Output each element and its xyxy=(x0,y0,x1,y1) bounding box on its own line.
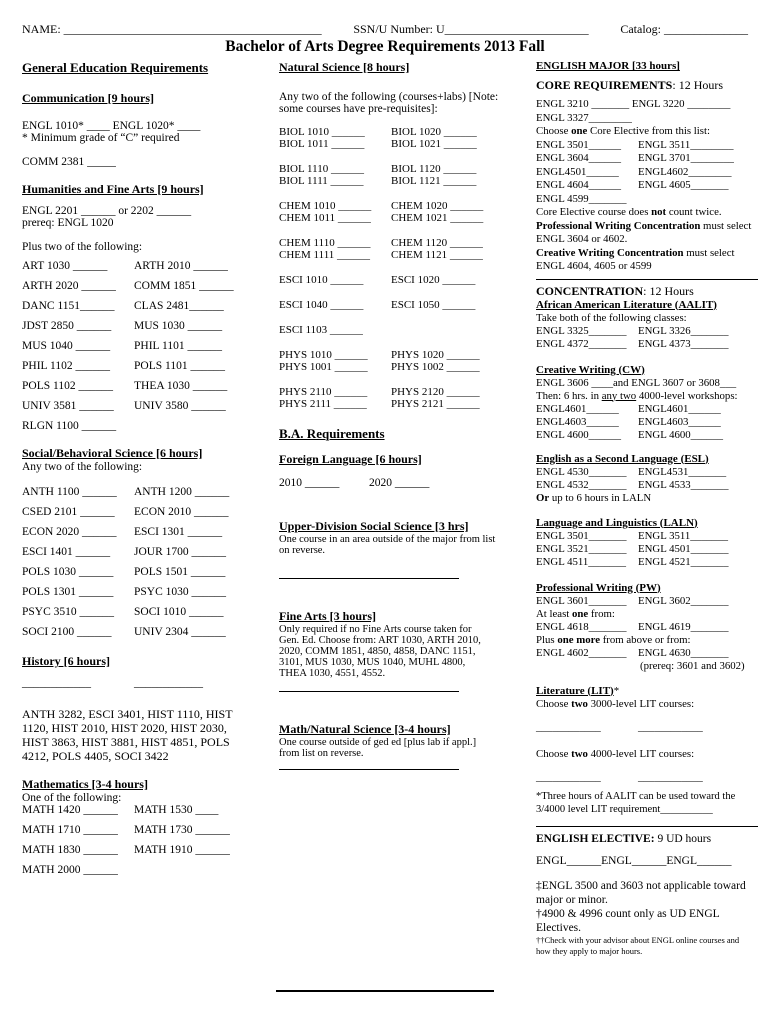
lit-blanks-4000[interactable]: ____________ ____________ xyxy=(536,770,703,783)
course-entry[interactable]: ANTH 1200 ______ xyxy=(134,486,230,498)
course-entry[interactable]: DANC 1151______ xyxy=(22,300,115,312)
course-entry[interactable]: BIOL 1010 ______ xyxy=(279,126,365,138)
course-entry[interactable]: UNIV 2304 ______ xyxy=(134,626,226,638)
cw-title: Creative Writing (CW) xyxy=(536,363,645,376)
english-major-title: ENGLISH MAJOR [33 hours] xyxy=(536,60,680,72)
science-group xyxy=(279,349,523,373)
upper-division-text: One course in an area outside of the major from list on reverse. xyxy=(279,534,496,556)
history-blanks xyxy=(22,677,268,689)
course-row xyxy=(22,864,268,876)
course-entry[interactable]: ENGL 4600______ xyxy=(536,428,622,441)
course-entry[interactable]: BIOL 1111 ______ xyxy=(279,175,364,187)
course-entry[interactable]: BIOL 1011 ______ xyxy=(279,138,365,150)
course-entry[interactable]: POLS 1030 ______ xyxy=(22,566,114,578)
course-entry[interactable]: PHYS 1002 ______ xyxy=(391,361,480,373)
elective-title: ENGLISH ELECTIVE: 9 UD hours xyxy=(536,826,758,845)
course-entry[interactable]: CHEM 1111 ______ xyxy=(279,249,371,261)
upper-division-blank[interactable] xyxy=(279,568,459,579)
course-row xyxy=(22,300,268,312)
course-row xyxy=(22,844,268,856)
course-entry[interactable]: PHYS 1010 ______ xyxy=(279,349,368,361)
course-entry[interactable]: SOCI 1010 ______ xyxy=(134,606,224,618)
name-field[interactable]: NAME: ___________________________________________ xyxy=(22,22,322,36)
fine-arts-blank[interactable] xyxy=(279,681,459,692)
course-entry[interactable]: BIOL 1121 ______ xyxy=(391,175,477,187)
course-entry[interactable]: MUS 1040 ______ xyxy=(22,340,111,352)
social-list xyxy=(22,486,268,638)
course-entry[interactable]: ARTH 2020 ______ xyxy=(22,280,116,292)
course-row xyxy=(22,340,268,352)
cw-line: ENGL 3606 ____and ENGL 3607 or 3608___ xyxy=(536,376,737,389)
course-row xyxy=(536,556,758,569)
course-row xyxy=(536,416,758,429)
course-entry[interactable]: ESCI 1040 ______ xyxy=(279,299,364,311)
course-entry[interactable]: CHEM 1110 ______ xyxy=(279,237,371,249)
social-title: Social/Behavioral Science [6 hours] xyxy=(22,446,203,460)
choose-one-text: Choose one Core Elective from this list: xyxy=(536,125,710,137)
course-entry[interactable]: UNIV 3581 ______ xyxy=(22,400,114,412)
elective-line[interactable]: ENGL______ENGL______ENGL______ xyxy=(536,854,732,867)
science-group xyxy=(279,126,523,150)
course-entry[interactable]: ENGL 3501_______ xyxy=(536,529,627,542)
course-row xyxy=(22,824,268,836)
catalog-field[interactable]: Catalog: ______________ xyxy=(620,22,748,36)
course-entry[interactable]: ENGL4601______ xyxy=(536,402,619,415)
math-science-text: One course outside of ged ed [plus lab if appl.] from list on reverse. xyxy=(279,737,477,759)
course-row xyxy=(536,530,758,543)
lit-choose-3000: Choose two 3000-level LIT courses: xyxy=(536,697,695,710)
laln-list xyxy=(536,530,758,569)
fl-2020[interactable]: 2020 ______ xyxy=(369,477,430,489)
course-entry[interactable]: ENGL4601______ xyxy=(638,402,721,415)
course-entry[interactable]: ENGL 3511________ xyxy=(638,138,734,151)
course-row xyxy=(536,338,758,351)
course-entry[interactable]: ECON 2010 ______ xyxy=(134,506,229,518)
history-blank[interactable]: ____________ xyxy=(22,677,91,689)
math-list xyxy=(22,804,268,876)
course-row xyxy=(22,260,268,272)
natural-science-title: Natural Science [8 hours] xyxy=(279,60,410,74)
comm-2381: COMM 2381 _____ xyxy=(22,156,116,168)
course-row xyxy=(279,237,523,249)
laln-title: Language and Linguistics (LALN) xyxy=(536,516,698,529)
course-entry[interactable]: ENGL 3701________ xyxy=(638,152,734,164)
course-entry[interactable]: PHYS 2121 ______ xyxy=(391,398,480,410)
pw-row: ENGL 4602_______ ENGL 4630_______ xyxy=(536,646,729,659)
science-group xyxy=(279,386,523,410)
natural-science-intro: Any two of the following (courses+labs) [Note: some courses have pre-requisites]: xyxy=(279,91,499,115)
course-entry[interactable]: ENGL 4372_______ xyxy=(536,337,627,350)
math-sub: One of the following: xyxy=(22,792,122,804)
lit-note: *Three hours of AALIT can be used toward the 3/4000 level LIT requirement__________ xyxy=(536,790,736,815)
course-row xyxy=(536,179,758,193)
course-entry[interactable]: CSED 2101 ______ xyxy=(22,506,115,518)
advisor-note: ††Check with your advisor about ENGL online courses and how they apply to major hours. xyxy=(536,934,740,956)
comm-note: * Minimum grade of “C” required xyxy=(22,132,180,144)
course-row xyxy=(279,138,523,150)
course-entry[interactable]: BIOL 1120 ______ xyxy=(391,163,477,175)
course-entry[interactable]: ENGL 3326_______ xyxy=(638,324,729,337)
course-row xyxy=(279,398,523,410)
course-entry[interactable]: PHYS 2120 ______ xyxy=(391,386,480,398)
fine-arts-title: Fine Arts [3 hours] xyxy=(279,609,376,623)
course-entry[interactable]: ENGL 3511_______ xyxy=(638,529,729,542)
course-entry[interactable]: JDST 2850 ______ xyxy=(22,320,112,332)
course-entry[interactable]: MATH 1710 ______ xyxy=(22,824,118,836)
humanities-list xyxy=(22,260,268,432)
course-entry[interactable]: JOUR 1700 ______ xyxy=(134,546,227,558)
course-entry[interactable]: ESCI 1301 ______ xyxy=(134,526,223,538)
math-science-blank[interactable] xyxy=(279,759,459,770)
upper-division-title: Upper-Division Social Science [3 hrs] xyxy=(279,519,469,533)
ud-elective-note: †4900 & 4996 count only as UD ENGL Electives. xyxy=(536,907,720,934)
ba-requirements-title: B.A. Requirements xyxy=(279,426,385,441)
course-entry[interactable]: MATH 1530 ____ xyxy=(134,804,219,816)
course-entry[interactable]: ENGL 4605_______ xyxy=(638,179,729,191)
course-entry[interactable]: ENGL4501______ xyxy=(536,165,619,178)
foreign-language-title: Foreign Language [6 hours] xyxy=(279,452,422,466)
page-title: Bachelor of Arts Degree Requirements 2013 Fall xyxy=(225,38,545,55)
natural-science-list xyxy=(279,126,523,410)
course-row xyxy=(279,361,523,373)
course-row xyxy=(22,360,268,372)
course-entry[interactable]: ENGL 4600______ xyxy=(638,428,724,441)
course-row xyxy=(22,566,268,578)
course-entry[interactable]: MATH 1730 ______ xyxy=(134,824,230,836)
science-group xyxy=(279,299,523,311)
course-row xyxy=(536,193,758,207)
course-entry[interactable]: POLS 1101 ______ xyxy=(134,360,225,372)
course-entry[interactable]: POLS 1301 ______ xyxy=(22,586,114,598)
course-row xyxy=(536,139,758,153)
course-row xyxy=(279,163,523,175)
english-major-column xyxy=(536,60,758,957)
course-entry[interactable]: MUS 1030 ______ xyxy=(134,320,223,332)
course-entry[interactable]: ENGL4603______ xyxy=(638,415,721,428)
course-row xyxy=(536,429,758,442)
course-entry[interactable]: ESCI 1050 ______ xyxy=(391,299,476,311)
course-row xyxy=(536,466,758,479)
course-entry[interactable]: ESCI 1103 ______ xyxy=(279,324,363,336)
course-entry[interactable]: BIOL 1020 ______ xyxy=(391,126,477,138)
course-entry[interactable]: POLS 1501 ______ xyxy=(134,566,226,578)
course-row xyxy=(279,274,523,286)
bottom-line xyxy=(276,990,494,992)
ssn-field[interactable]: SSN/U Number: U________________________ xyxy=(353,22,589,36)
course-row xyxy=(22,400,268,412)
course-row xyxy=(279,249,523,261)
course-row xyxy=(22,486,268,498)
core-line: ENGL 3210 _______ ENGL 3220 ________ xyxy=(536,98,731,110)
course-entry[interactable]: ENGL4602________ xyxy=(638,165,732,178)
course-row xyxy=(279,386,523,398)
history-list: ANTH 3282, ESCI 3401, HIST 1110, HIST 1120, HIST 2010, HIST 2020, HIST 2030, HIST 3863, HIST 3881, HIST 4851, POLS 4212, POLS 4405, SOCI 3422 xyxy=(22,707,233,763)
not-applicable-note: ‡ENGL 3500 and 3603 not applicable toward major or minor. xyxy=(536,879,746,906)
plus-two-text: Plus two of the following: xyxy=(22,241,143,253)
course-entry[interactable]: PHYS 2111 ______ xyxy=(279,398,367,410)
course-entry[interactable]: BIOL 1021 ______ xyxy=(391,138,477,150)
core-line: ENGL 3327________ xyxy=(536,111,632,124)
course-row xyxy=(536,325,758,338)
course-entry[interactable]: CHEM 1021 ______ xyxy=(391,212,484,224)
course-entry[interactable]: CHEM 1010 ______ xyxy=(279,200,372,212)
course-entry[interactable]: MATH 2000 ______ xyxy=(22,864,118,876)
course-row xyxy=(279,126,523,138)
course-entry[interactable]: SOCI 2100 ______ xyxy=(22,626,112,638)
course-entry[interactable]: PHYS 2110 ______ xyxy=(279,386,368,398)
cw-list xyxy=(536,403,758,442)
course-row xyxy=(536,543,758,556)
science-group xyxy=(279,274,523,286)
course-row xyxy=(279,212,523,224)
course-entry[interactable]: CHEM 1121 ______ xyxy=(391,249,483,261)
comm-line: ENGL 1010* ____ ENGL 1020* ____ xyxy=(22,120,201,132)
course-entry[interactable]: POLS 1102 ______ xyxy=(22,380,113,392)
science-group xyxy=(279,163,523,187)
hum-line: ENGL 2201 ______ or 2202 ______ xyxy=(22,205,192,217)
pw-row: ENGL 4618_______ ENGL 4619_______ xyxy=(536,620,729,633)
general-education-column xyxy=(22,60,268,884)
course-row xyxy=(279,349,523,361)
course-entry[interactable]: PHYS 1001 ______ xyxy=(279,361,368,373)
science-group xyxy=(279,324,523,336)
foreign-language-row xyxy=(279,477,523,489)
course-entry[interactable]: ENGL 4373_______ xyxy=(638,337,729,350)
course-entry[interactable]: ANTH 1100 ______ xyxy=(22,486,117,498)
esl-title: English as a Second Language (ESL) xyxy=(536,452,709,465)
fine-arts-text: Only required if no Fine Arts course taken for Gen. Ed. Choose from: ART 1030, ARTH 2010, 2020, COMM 1851, 4850, 4858, DANC 1151, 3101, MUS 1030, MUS 1040, MUHL 4800, THEA 1030, 4551, 4552. xyxy=(279,624,481,679)
core-requirements-title: CORE REQUIREMENTS: 12 Hours xyxy=(536,78,724,92)
cw-workshops: Then: 6 hrs. in any two 4000-level workshops: xyxy=(536,389,738,402)
course-entry[interactable]: ARTH 2010 ______ xyxy=(134,260,228,272)
course-row xyxy=(22,546,268,558)
course-entry[interactable]: ENGL 4533_______ xyxy=(638,478,729,491)
course-entry[interactable]: CHEM 1020 ______ xyxy=(391,200,484,212)
aalit-title: African American Literature (AALIT) xyxy=(536,298,717,311)
pw-prereq: (prereq: 3601 and 3602) xyxy=(640,659,745,672)
course-row xyxy=(22,606,268,618)
course-entry[interactable]: ENGL 4501_______ xyxy=(638,542,729,555)
course-row xyxy=(22,506,268,518)
course-entry[interactable]: ENGL 4521_______ xyxy=(638,555,729,568)
pw-plus: Plus one more from above or from: xyxy=(536,633,691,646)
course-row xyxy=(22,420,268,432)
concentration-title: CONCENTRATION: 12 Hours xyxy=(536,279,758,299)
course-row xyxy=(536,166,758,180)
social-sub: Any two of the following: xyxy=(22,461,143,473)
course-entry[interactable]: ESCI 1020 ______ xyxy=(391,274,476,286)
course-entry[interactable]: ENGL 3325_______ xyxy=(536,324,627,337)
course-entry[interactable]: ENGL 3501______ xyxy=(536,138,622,151)
gen-ed-heading: General Education Requirements xyxy=(22,60,209,75)
course-entry[interactable]: BIOL 1110 ______ xyxy=(279,163,364,175)
course-row xyxy=(279,175,523,187)
science-column xyxy=(279,60,523,770)
course-entry[interactable]: MATH 1910 ______ xyxy=(134,844,230,856)
course-row xyxy=(536,479,758,492)
course-entry[interactable]: ESCI 1401 ______ xyxy=(22,546,111,558)
header xyxy=(22,22,748,37)
course-entry[interactable]: CLAS 2481______ xyxy=(134,300,224,312)
course-entry[interactable]: ENGL 4532_______ xyxy=(536,478,627,491)
science-group xyxy=(279,200,523,224)
course-entry[interactable]: ECON 2020 ______ xyxy=(22,526,117,538)
course-entry[interactable]: ENGL4531_______ xyxy=(638,465,727,478)
course-entry[interactable]: THEA 1030 ______ xyxy=(134,380,228,392)
course-entry[interactable]: PSYC 3510 ______ xyxy=(22,606,115,618)
course-entry[interactable]: ENGL 4530_______ xyxy=(536,465,627,478)
science-group xyxy=(279,237,523,261)
fl-2010[interactable]: 2010 ______ xyxy=(279,477,340,489)
math-title: Mathematics [3-4 hours] xyxy=(22,777,148,791)
course-entry[interactable]: CHEM 1120 ______ xyxy=(391,237,483,249)
aalit-sub: Take both of the following classes: xyxy=(536,311,687,324)
aalit-list xyxy=(536,325,758,351)
esl-list xyxy=(536,466,758,492)
core-elective-list xyxy=(536,139,758,207)
course-entry[interactable]: PHIL 1102 ______ xyxy=(22,360,110,372)
lit-title: Literature (LIT)* xyxy=(536,684,620,697)
course-entry[interactable]: ENGL 4511_______ xyxy=(536,555,627,568)
hum-prereq: prereq: ENGL 1020 xyxy=(22,217,114,229)
course-entry[interactable]: PSYC 1030 ______ xyxy=(134,586,227,598)
humanities-title: Humanities and Fine Arts [9 hours] xyxy=(22,182,204,196)
course-row xyxy=(22,586,268,598)
pw-title: Professional Writing (PW) xyxy=(536,581,661,594)
course-entry[interactable]: CHEM 1011 ______ xyxy=(279,212,371,224)
course-entry[interactable]: ENGL 3521_______ xyxy=(536,542,627,555)
pw-row: ENGL 3601_______ ENGL 3602_______ xyxy=(536,594,729,607)
course-entry[interactable]: MATH 1420 ______ xyxy=(22,804,118,816)
course-row xyxy=(279,200,523,212)
history-title: History [6 hours] xyxy=(22,654,110,668)
course-row xyxy=(536,403,758,416)
math-science-title: Math/Natural Science [3-4 hours] xyxy=(279,722,451,736)
pw-concentration-note: Professional Writing Concentration must select ENGL 3604 or 4602. xyxy=(536,219,752,245)
lit-choose-4000: Choose two 4000-level LIT courses: xyxy=(536,747,695,760)
course-entry[interactable]: UNIV 3580 ______ xyxy=(134,400,226,412)
course-entry[interactable]: PHIL 1101 ______ xyxy=(134,340,222,352)
lit-blanks-3000[interactable]: ____________ ____________ xyxy=(536,720,703,733)
cw-concentration-note: Creative Writing Concentration must select ENGL 4604, 4605 or 4599 xyxy=(536,246,735,272)
pw-at-least: At least one from: xyxy=(536,607,615,620)
course-entry[interactable]: COMM 1851 ______ xyxy=(134,280,234,292)
course-row xyxy=(22,804,268,816)
course-row xyxy=(22,320,268,332)
esl-or: Or up to 6 hours in LALN xyxy=(536,491,652,504)
course-entry[interactable]: RLGN 1100 ______ xyxy=(22,420,117,432)
course-entry[interactable]: ENGL4603______ xyxy=(536,415,619,428)
course-entry[interactable]: ENGL 3604______ xyxy=(536,152,622,164)
course-entry[interactable]: ESCI 1010 ______ xyxy=(279,274,364,286)
course-entry[interactable]: ENGL 4604______ xyxy=(536,179,622,191)
course-row xyxy=(279,299,523,311)
communication-title: Communication [9 hours] xyxy=(22,91,155,105)
course-row xyxy=(22,626,268,638)
course-row xyxy=(22,526,268,538)
course-row xyxy=(279,324,523,336)
course-row xyxy=(22,380,268,392)
course-entry[interactable]: ENGL 4599_______ xyxy=(536,192,627,205)
course-row xyxy=(536,152,758,166)
course-entry[interactable]: PHYS 1020 ______ xyxy=(391,349,480,361)
course-entry[interactable]: MATH 1830 ______ xyxy=(22,844,118,856)
core-note: Core Elective course does not count twice. xyxy=(536,206,722,218)
course-row xyxy=(22,280,268,292)
course-entry[interactable]: ART 1030 ______ xyxy=(22,260,108,272)
history-blank[interactable]: ____________ xyxy=(134,677,203,689)
